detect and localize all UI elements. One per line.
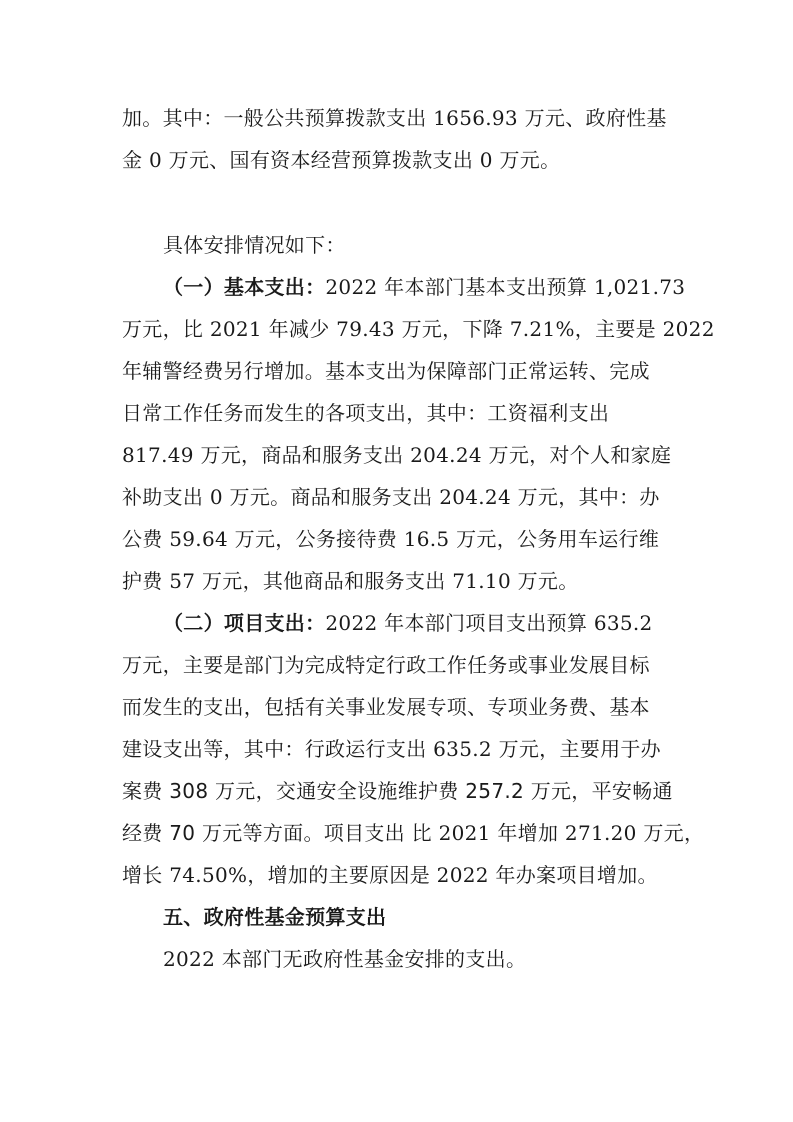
paragraph-line: 日常工作任务而发生的各项支出，其中：工资福利支出 [122, 401, 610, 425]
paragraph-line: 护费 57 万元，其他商品和服务支出 71.10 万元。 [122, 569, 579, 593]
paragraph-text: 2022 年本部门基本支出预算 1,021.73 [325, 275, 686, 299]
paragraph-line: 2022 本部门无政府性基金安排的支出。 [163, 947, 527, 971]
amount-value: 257.2 [465, 779, 525, 803]
paragraph-line: 增长 74.50%，增加的主要原因是 2022 年办案项目增加。 [122, 863, 658, 887]
paragraph-line [122, 777, 682, 805]
paragraph-line: 补助支出 0 万元。商品和服务支出 204.24 万元，其中：办 [122, 485, 660, 509]
paragraph-line: 万元，主要是部门为完成特定行政工作任务或事业发展目标 [122, 653, 650, 677]
amount-value: 308 [169, 779, 209, 803]
text-segment: 万元等方面。项目支出 比 2021 年增加 271.20 万元， [195, 821, 705, 845]
paragraph-line: 加。其中：一般公共预算拨款支出 1656.93 万元、政府性基 [122, 106, 667, 130]
paragraph-line: 公费 59.64 万元，公务接待费 16.5 万元，公务用车运行维 [122, 527, 660, 551]
text-segment: 案费 [122, 779, 170, 803]
text-segment: 经费 [122, 821, 170, 845]
intro-text: 具体安排情况如下： [163, 233, 346, 257]
section-project-expenditure-heading: （二）项目支出： [163, 611, 326, 635]
text-segment: 万元，平安畅通 [524, 779, 673, 803]
paragraph-line: 万元，比 2021 年减少 79.43 万元，下降 7.21%，主要是 2022 [122, 317, 715, 341]
paragraph-text: 2022 年本部门项目支出预算 635.2 [325, 611, 653, 635]
paragraph-line: 而发生的支出，包括有关事业发展专项、专项业务费、基本 [122, 695, 650, 719]
amount-value: 70 [169, 821, 196, 845]
section-project-expenditure-first-line [163, 609, 723, 637]
paragraph-line: 建设支出等，其中：行政运行支出 635.2 万元，主要用于办 [122, 737, 661, 761]
text-segment: 万元，交通安全设施维护费 [208, 779, 466, 803]
paragraph-line [122, 819, 705, 847]
paragraph-line: 817.49 万元，商品和服务支出 204.24 万元，对个人和家庭 [122, 443, 672, 467]
section-basic-expenditure-heading: （一）基本支出： [163, 275, 326, 299]
paragraph-line: 年辅警经费另行增加。基本支出为保障部门正常运转、完成 [122, 359, 650, 383]
paragraph-line: 金 0 万元、国有资本经营预算拨款支出 0 万元。 [122, 148, 561, 172]
section-heading: 五、政府性基金预算支出 [163, 905, 387, 929]
section-basic-expenditure-first-line [163, 273, 723, 301]
